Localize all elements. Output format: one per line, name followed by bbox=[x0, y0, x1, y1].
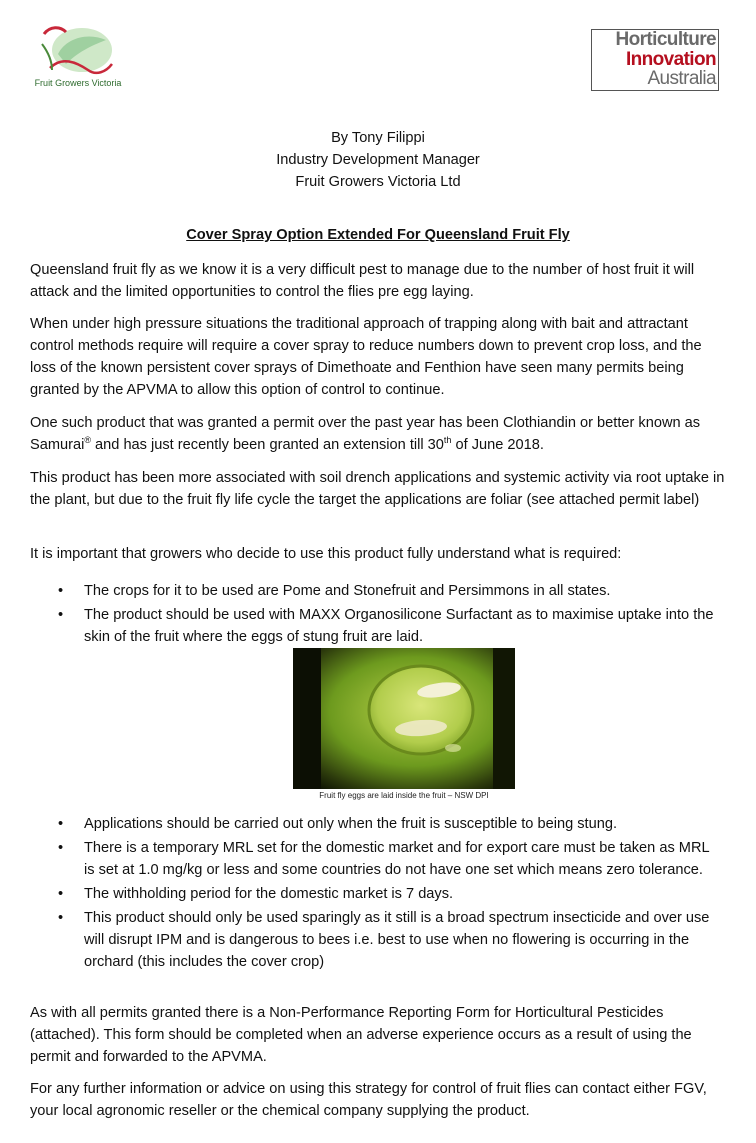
paragraph-intro: Queensland fruit fly as we know it is a very difficult pest to manage due to the number of host fruit it will attack and the limited opportunities to control the flies pre egg laying. bbox=[30, 262, 695, 300]
bullet-icon: • bbox=[58, 816, 64, 832]
list-item bbox=[58, 580, 722, 602]
registered-mark: ® bbox=[84, 435, 91, 446]
hia-logo-line-1: Horticulture bbox=[615, 29, 716, 50]
bullet-icon: • bbox=[58, 840, 64, 856]
requirements-list-b bbox=[58, 813, 722, 975]
list-item bbox=[58, 813, 722, 835]
list-item bbox=[58, 883, 722, 905]
bullet-icon: • bbox=[58, 607, 64, 623]
samurai-text-end: of June 2018. bbox=[451, 437, 544, 453]
paragraph-requirements: It is important that growers who decide to use this product fully understand what is required: bbox=[30, 546, 622, 562]
photo-caption: Fruit fly eggs are laid inside the fruit – NSW DPI bbox=[319, 791, 489, 800]
author-organisation: Fruit Growers Victoria Ltd bbox=[295, 174, 461, 190]
list-item bbox=[58, 604, 722, 648]
list-item-text: The withholding period for the domestic market is 7 days. bbox=[84, 886, 454, 902]
paragraph-foliar: This product has been more associated with soil drench applications and systemic activity via root uptake in the plant, but due to the fruit fly life cycle the target the applications are foliar (see attached permit label) bbox=[30, 470, 725, 508]
author-title: Industry Development Manager bbox=[276, 152, 480, 168]
paragraph-reporting-form: As with all permits granted there is a Non-Performance Reporting Form for Horticultural Pesticides (attached). This form should be completed when an adverse experience occurs as a result of using the permit and forwarded to the APVMA. bbox=[30, 1005, 692, 1065]
hia-logo-line-3: Australia bbox=[647, 68, 716, 89]
fruit-fly-eggs-image bbox=[293, 648, 515, 789]
fruit-logo-icon bbox=[36, 24, 122, 80]
list-item-text: The product should be used with MAXX Organosilicone Surfactant as to maximise uptake into the skin of the fruit where the eggs of stung fruit are laid. bbox=[84, 607, 714, 645]
list-item-text: There is a temporary MRL set for the domestic market and for export care must be taken as MRL is set at 1.0 mg/kg or less and some countries do not have one set which means zero tolerance. bbox=[84, 840, 710, 878]
byline bbox=[0, 127, 756, 193]
samurai-text-start: One such product that was granted a permit over the past year has been Clothiandin or better known as Samurai bbox=[30, 415, 701, 453]
list-item-text: The crops for it to be used are Pome and Stonefruit and Persimmons in all states. bbox=[84, 583, 611, 599]
paragraph-samurai bbox=[30, 412, 730, 456]
fgv-logo-text: Fruit Growers Victoria bbox=[34, 78, 122, 88]
list-item bbox=[58, 837, 722, 881]
list-item bbox=[58, 907, 722, 973]
requirements-list-a bbox=[58, 580, 722, 650]
paragraph-pressure: When under high pressure situations the traditional approach of trapping along with bait and attractant control methods require will require a cover spray to reduce numbers down to prevent crop loss, and the loss of the known persistent cover sprays of Dimethoate and Fenthion have seen many permits being granted by the APVMA to allow this option of control to continue. bbox=[30, 316, 702, 398]
fruit-fly-eggs-photo bbox=[293, 648, 515, 789]
list-item-text: This product should only be used sparingly as it still is a broad spectrum insecticide and over use will disrupt IPM and is dangerous to bees i.e. best to use when no flowering is occurring in the orchard (this includes the cover crop) bbox=[84, 910, 710, 970]
hia-logo-line-2: Innovation bbox=[625, 49, 716, 70]
bullet-icon: • bbox=[58, 910, 64, 926]
article-title: Cover Spray Option Extended For Queensland Fruit Fly bbox=[186, 227, 570, 243]
horticulture-innovation-australia-logo bbox=[591, 29, 719, 91]
samurai-text-mid: and has just recently been granted an extension till 30 bbox=[90, 437, 444, 453]
fruit-growers-victoria-logo bbox=[22, 24, 134, 94]
bullet-icon: • bbox=[58, 886, 64, 902]
bullet-icon: • bbox=[58, 583, 64, 599]
list-item-text: Applications should be carried out only when the fruit is susceptible to being stung. bbox=[84, 816, 617, 832]
author-name: By Tony Filippi bbox=[331, 130, 425, 146]
paragraph-contact: For any further information or advice on using this strategy for control of fruit flies can contact either FGV, your local agronomic reseller or the chemical company supplying the product. bbox=[30, 1081, 707, 1119]
date-suffix: th bbox=[443, 435, 452, 446]
